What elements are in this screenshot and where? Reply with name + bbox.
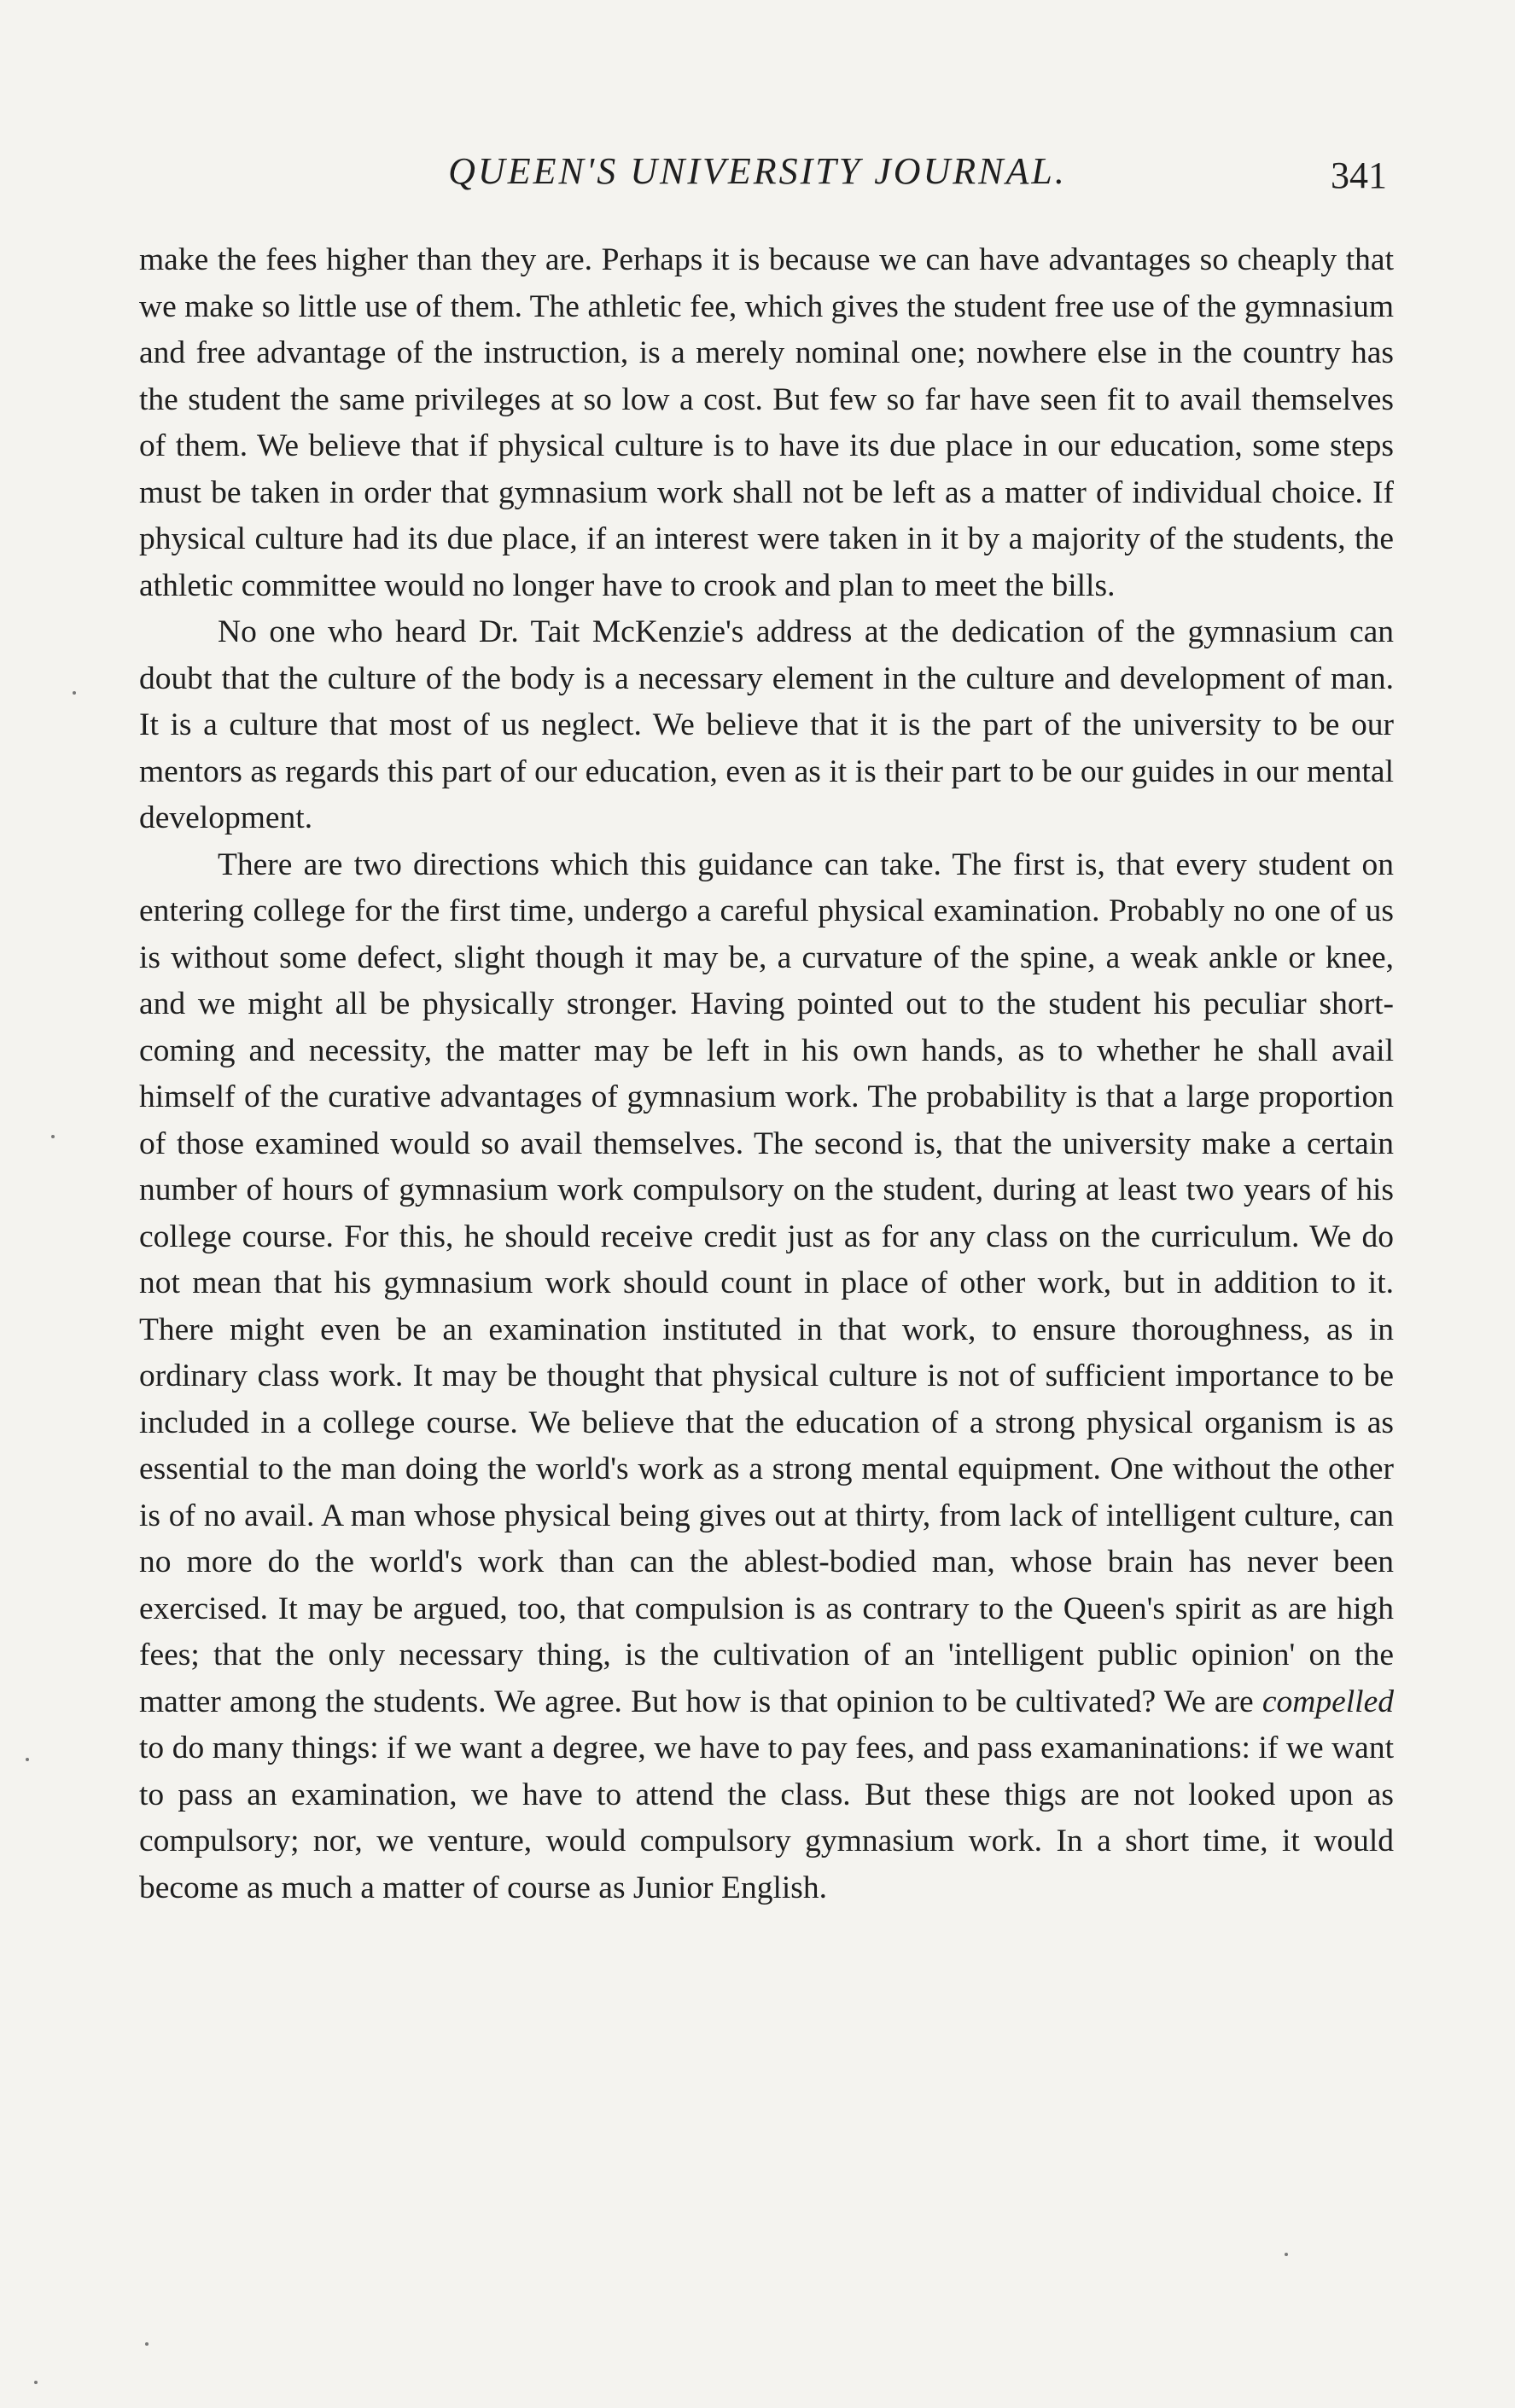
scan-speck: [34, 2381, 38, 2384]
running-header-title: QUEEN'S UNIVERSITY JOURNAL.: [448, 150, 1067, 192]
paragraph-1: make the fees higher than they are. Perhaps it is because we can have advantages so cheaply that we make so little use of them. The athletic fee, which gives the student free use of the gymnasium and free advantage of the instruction, is a merely nominal one; nowhere else in the country has the student the same privileges at so low a cost. But few so far have seen fit to avail themselves of them. We believe that if physical culture is to have its due place in our education, some steps must be taken in order that gymnasium work shall not be left as a matter of individual choice. If physical culture had its due place, if an interest were taken in it by a majority of the students, the athletic committee would no longer have to crook and plan to meet the bills.: [139, 242, 1394, 603]
paragraph-3: [139, 842, 1394, 1912]
scan-speck: [145, 2342, 149, 2346]
scan-speck: [73, 691, 76, 695]
body-text: [139, 237, 1394, 1911]
page-number: 341: [1331, 154, 1387, 196]
scan-speck: [26, 1758, 29, 1761]
paragraph-3-text-before: There are two directions which this guidance can take. The first is, that every student on entering college for the first time, undergo a careful physical examination. Probably no one of us is without some defect, slight though it may be, a curvature of the spine, a weak ankle or knee, and we might all be physically stronger. Having pointed out to the student his peculiar short-coming and necessity, the matter may be left in his own hands, as to whether he shall avail himself of the curative advantages of gymnasium work. The probability is that a large proportion of those examined would so avail themselves. The second is, that the university make a certain number of hours of gymnasium work compulsory on the student, during at least two years of his college course. For this, he should receive credit just as for any class on the curriculum. We do not mean that his gymnasium work should count in place of other work, but in addition to it. There might even be an examination instituted in that work, to ensure thoroughness, as in ordinary class work. It may be thought that physical culture is not of sufficient importance to be included in a college course. We believe that the education of a strong physical organism is as essential to the man doing the world's work as a strong mental equipment. One without the other is of no avail. A man whose physical being gives out at thirty, from lack of intelligent culture, can no more do the world's work than can the ablest-bodied man, whose brain has never been exercised. It may be argued, too, that compulsion is as contrary to the Queen's spirit as are high fees; that the only necessary thing, is the cultivation of an 'intelligent public opinion' on the matter among the students. We agree. But how is that opinion to be cultivated? We are: [139, 846, 1394, 1719]
scan-speck: [1285, 2253, 1288, 2256]
paragraph-3-emphasis: compelled: [1262, 1684, 1394, 1719]
paragraph-3-text-after: to do many things: if we want a degree, we have to pay fees, and pass examaninations: if we want to pass an examination, we have to attend the class. But these thigs are not looked upon as compulsory; nor, we venture, would compulsory gymnasium work. In a short time, it would become as much a matter of course as Junior English.: [139, 1730, 1394, 1905]
scan-speck: [51, 1135, 55, 1138]
paragraph-2: No one who heard Dr. Tait McKenzie's address at the dedication of the gymnasium can doubt that the culture of the body is a necessary element in the culture and development of man. It is a culture that most of us neglect. We believe that it is the part of the university to be our mentors as regards this part of our education, even as it is their part to be our guides in our mental development.: [139, 614, 1394, 835]
